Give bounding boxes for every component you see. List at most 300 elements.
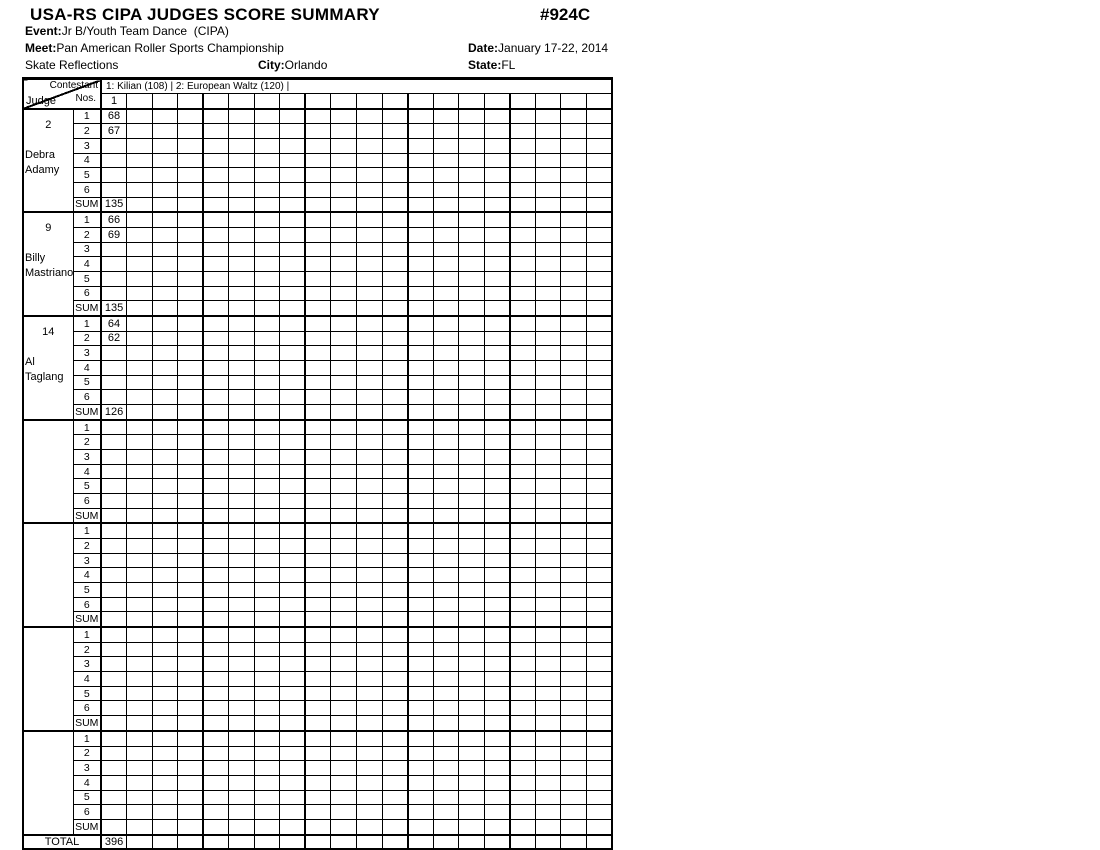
judge-number: 9 [45,222,52,235]
score-cell [433,227,459,242]
score-cell [305,746,331,761]
sum-cell [127,819,153,835]
sum-cell [203,612,229,627]
score-cell [152,271,178,286]
sum-cell [382,197,408,212]
score-cell [433,539,459,554]
score-cell [254,124,280,139]
sum-cell [152,716,178,731]
score-cell [254,523,280,538]
score-cell [203,627,229,642]
score-cell [382,539,408,554]
score-cell [178,731,204,746]
score-cell [127,657,153,672]
total-cell [535,835,561,849]
score-cell [280,805,306,820]
score-cell [356,124,382,139]
score-cell [152,746,178,761]
score-cell [586,168,612,183]
trial-row-label: 3 [73,242,101,257]
sum-cell [178,612,204,627]
score-cell [178,286,204,301]
judge-number: 2 [45,118,52,131]
score-cell [101,597,127,612]
sum-cell [408,612,434,627]
score-cell [127,553,153,568]
score-cell [152,316,178,331]
score-cell [152,227,178,242]
sum-cell [127,301,153,316]
trial-row-label: 5 [73,790,101,805]
judge-block-row [23,450,612,465]
judge-block-row [23,124,612,139]
score-cell [484,375,510,390]
score-cell [382,731,408,746]
score-cell [229,227,255,242]
score-cell [382,494,408,509]
sum-row-label: SUM [73,301,101,316]
score-cell [305,242,331,257]
judge-number [24,533,73,546]
score-cell [433,583,459,598]
score-cell [382,479,408,494]
score-cell [152,420,178,435]
score-cell [561,450,587,465]
score-cell [459,657,485,672]
score-cell [484,435,510,450]
sum-cell [152,301,178,316]
score-cell [305,375,331,390]
judge-block-row [23,257,612,272]
score-cell [510,271,536,286]
sum-cell [280,301,306,316]
score-cell [484,124,510,139]
sum-cell [254,197,280,212]
score-cell [305,553,331,568]
score-cell [127,124,153,139]
score-cell [535,642,561,657]
score-cell [229,212,255,227]
score-cell [203,494,229,509]
score-cell [382,375,408,390]
score-cell [356,657,382,672]
judge-name-line: Taglang [25,370,64,383]
judge-cell [23,731,73,835]
score-cell [408,790,434,805]
score-cell [254,494,280,509]
sum-cell [280,612,306,627]
score-cell [305,212,331,227]
score-cell [178,657,204,672]
score-cell [152,346,178,361]
score-cell [127,805,153,820]
sum-cell [408,819,434,835]
score-cell [305,494,331,509]
sum-cell [331,819,357,835]
score-cell [280,775,306,790]
score-cell [433,271,459,286]
judge-number [24,430,73,443]
state-value: FL [501,58,516,72]
score-cell [535,568,561,583]
score-cell [586,390,612,405]
score-cell [433,761,459,776]
score-cell [254,168,280,183]
score-cell [382,775,408,790]
score-cell [484,168,510,183]
score-cell [535,109,561,124]
score-cell [484,523,510,538]
score-cell [229,746,255,761]
score-cell [101,790,127,805]
sum-cell [331,508,357,523]
score-cell [356,539,382,554]
score-cell [382,435,408,450]
judge-block-row [23,523,612,538]
score-cell [152,553,178,568]
judge-block-row [23,508,612,523]
score-cell [510,597,536,612]
score-cell [178,138,204,153]
sum-cell [484,404,510,419]
score-cell [382,331,408,346]
score-cell [305,731,331,746]
score-cell [484,553,510,568]
score-cell [178,360,204,375]
total-cell [254,835,280,849]
trial-row-label: 2 [73,227,101,242]
score-cell [331,109,357,124]
score-cell [305,657,331,672]
event-label: Event: [25,24,62,38]
score-cell [586,346,612,361]
score-cell [459,257,485,272]
score-cell [101,390,127,405]
score-cell [459,583,485,598]
sum-cell [510,301,536,316]
score-cell [203,227,229,242]
score-cell [203,597,229,612]
score-cell [433,494,459,509]
score-cell [408,761,434,776]
judge-block-row [23,553,612,568]
score-cell [331,568,357,583]
contestant-number-cell [356,94,382,109]
score-cell [101,523,127,538]
score-cell [203,686,229,701]
score-cell [203,775,229,790]
score-cell [203,346,229,361]
score-cell [305,124,331,139]
score-cell [331,257,357,272]
city-label: City: [258,58,285,72]
score-cell [382,746,408,761]
judge-block-row [23,805,612,820]
score-cell [203,539,229,554]
score-cell [229,657,255,672]
score-cell [586,316,612,331]
sum-cell [356,301,382,316]
score-cell [331,331,357,346]
score-cell [229,464,255,479]
sum-cell [484,716,510,731]
sum-row-label: SUM [73,404,101,419]
score-cell [331,242,357,257]
score-cell [178,746,204,761]
score-cell [152,138,178,153]
score-cell [127,242,153,257]
score-cell [459,790,485,805]
score-cell [229,761,255,776]
sum-cell [510,612,536,627]
judge-name-line: Al [25,355,35,368]
score-cell [484,479,510,494]
score-cell [356,257,382,272]
total-cell [280,835,306,849]
score-cell [561,494,587,509]
score-cell [356,731,382,746]
score-cell [280,539,306,554]
total-label: TOTAL [23,835,101,849]
score-cell [203,642,229,657]
judge-block-row [23,420,612,435]
score-cell [535,168,561,183]
score-cell [127,597,153,612]
contestant-number-cell: 1 [101,94,127,109]
score-cell [433,568,459,583]
total-cell [561,835,587,849]
score-cell [178,597,204,612]
score-cell [484,494,510,509]
score-cell [408,568,434,583]
trial-row-label: 6 [73,286,101,301]
trial-row-label: 4 [73,672,101,687]
score-cell [127,568,153,583]
score-cell [408,182,434,197]
score-cell: 64 [101,316,127,331]
score-cell [484,390,510,405]
meet-value: Pan American Roller Sports Championship [56,41,284,55]
score-cell [586,672,612,687]
sum-cell [535,197,561,212]
score-cell [331,672,357,687]
score-cell [586,375,612,390]
sum-cell [280,197,306,212]
score-cell [280,182,306,197]
score-cell [433,450,459,465]
score-cell [510,435,536,450]
score-cell [459,642,485,657]
sum-cell [331,404,357,419]
event-value: Jr B/Youth Team Dance (CIPA) [61,24,229,38]
score-cell [510,153,536,168]
score-cell [178,479,204,494]
score-cell [586,464,612,479]
score-cell [484,212,510,227]
score-cell [484,153,510,168]
score-cell [152,168,178,183]
score-cell [408,420,434,435]
score-cell [127,360,153,375]
score-cell [484,242,510,257]
judge-block-row [23,301,612,316]
score-cell [459,479,485,494]
score-cell [382,761,408,776]
score-cell [203,583,229,598]
score-cell [356,331,382,346]
score-cell [280,227,306,242]
score-cell [203,360,229,375]
sum-cell [331,197,357,212]
score-cell [229,672,255,687]
trial-row-label: 2 [73,331,101,346]
trial-row-label: 1 [73,420,101,435]
score-cell [127,420,153,435]
score-cell [229,286,255,301]
score-cell [356,360,382,375]
score-cell [356,138,382,153]
sum-cell [178,508,204,523]
score-cell [254,109,280,124]
sum-cell [280,819,306,835]
sum-cell [203,197,229,212]
score-cell [152,331,178,346]
score-cell [561,775,587,790]
score-cell [331,701,357,716]
score-cell [433,627,459,642]
score-cell [152,568,178,583]
score-cell [510,346,536,361]
score-cell [356,242,382,257]
score-cell [305,420,331,435]
score-cell [459,360,485,375]
score-cell [101,257,127,272]
score-cell [178,583,204,598]
score-cell [561,360,587,375]
score-cell [408,109,434,124]
judge-block-row [23,197,612,212]
score-cell [331,420,357,435]
score-cell [152,627,178,642]
score-cell [203,479,229,494]
score-cell [535,583,561,598]
score-cell [280,731,306,746]
score-cell [229,627,255,642]
score-cell [561,731,587,746]
total-cell [127,835,153,849]
sum-cell [408,508,434,523]
score-cell [510,761,536,776]
trial-row-label: 5 [73,479,101,494]
score-cell [433,435,459,450]
trial-row-label: 2 [73,124,101,139]
trial-row-label: 3 [73,450,101,465]
score-cell [356,672,382,687]
score-cell [561,568,587,583]
sum-cell [586,612,612,627]
judge-block-row [23,390,612,405]
sum-cell [305,197,331,212]
score-cell [484,464,510,479]
score-cell [510,805,536,820]
sum-cell [280,404,306,419]
score-cell [101,168,127,183]
score-cell [561,805,587,820]
score-cell [382,271,408,286]
score-cell [203,286,229,301]
score-cell [331,153,357,168]
score-cell [535,271,561,286]
score-cell [305,257,331,272]
score-cell [280,257,306,272]
score-cell [382,227,408,242]
sum-cell: 126 [101,404,127,419]
score-cell [433,790,459,805]
meet-label: Meet: [25,41,57,55]
score-cell [254,746,280,761]
score-cell [178,109,204,124]
score-cell [305,316,331,331]
score-cell [356,494,382,509]
score-cell [305,790,331,805]
score-cell [586,523,612,538]
score-cell [254,375,280,390]
score-cell [356,627,382,642]
score-cell [510,124,536,139]
score-cell [433,464,459,479]
score-cell [152,390,178,405]
score-cell [280,464,306,479]
score-cell [433,124,459,139]
score-cell [305,775,331,790]
sum-cell [561,301,587,316]
score-cell [356,568,382,583]
score-cell [561,672,587,687]
score-cell [459,316,485,331]
score-cell [101,568,127,583]
score-cell [178,153,204,168]
score-cell [510,109,536,124]
score-cell [459,109,485,124]
score-cell [280,523,306,538]
score-cell [408,686,434,701]
score-cell [408,731,434,746]
sum-cell [152,612,178,627]
sum-cell [561,197,587,212]
sum-cell [484,197,510,212]
score-cell [484,257,510,272]
score-cell [178,672,204,687]
score-cell [535,686,561,701]
sum-cell [203,716,229,731]
judge-block-row [23,612,612,627]
score-cell [101,775,127,790]
score-cell [331,790,357,805]
sum-cell [433,301,459,316]
score-cell [178,212,204,227]
score-cell [408,539,434,554]
score-table [22,77,613,850]
trial-row-label: 1 [73,316,101,331]
score-cell [561,316,587,331]
score-cell [203,553,229,568]
score-cell [382,627,408,642]
total-cell [305,835,331,849]
score-cell [203,701,229,716]
meet-line [25,41,284,55]
score-cell [561,346,587,361]
score-cell [229,153,255,168]
